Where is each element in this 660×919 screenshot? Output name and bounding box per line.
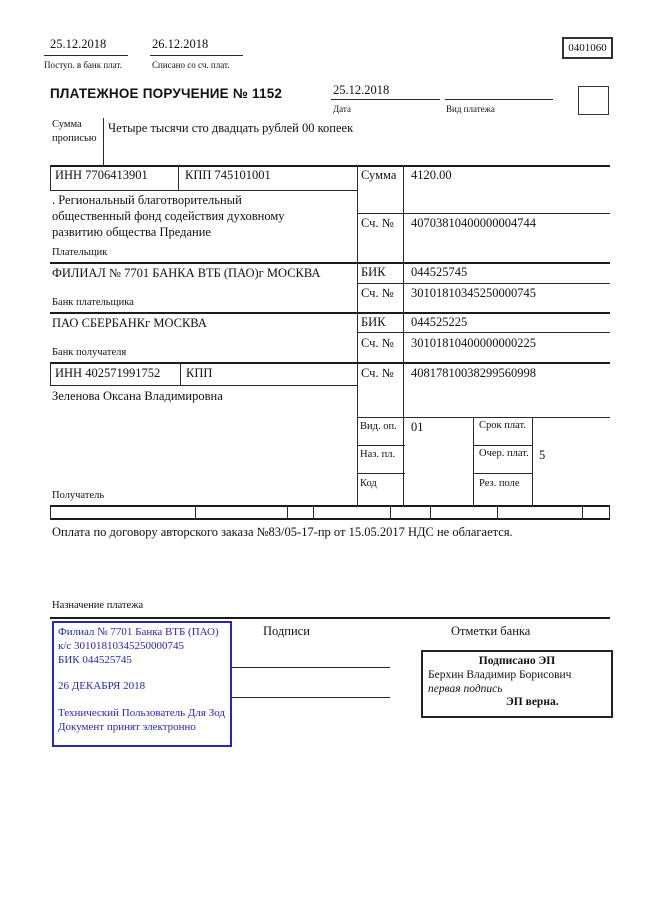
- signature-line: [230, 667, 390, 668]
- payee-account-label: Сч. №: [361, 366, 394, 380]
- code-label: Код: [360, 478, 377, 489]
- payer-label: Плательщик: [52, 247, 108, 258]
- table-line: [473, 417, 474, 505]
- table-line: [357, 165, 358, 505]
- payer-bank-label: Банк плательщика: [52, 297, 134, 308]
- payer-kpp: КПП 745101001: [185, 168, 271, 182]
- debited-date: 26.12.2018: [152, 37, 209, 51]
- table-line: [50, 190, 357, 191]
- document-date: 25.12.2018: [333, 83, 390, 97]
- payee-bank-account-value: 30101810400000000225: [411, 336, 536, 350]
- amount-label: Сумма: [361, 168, 397, 182]
- document-title: ПЛАТЕЖНОЕ ПОРУЧЕНИЕ № 1152: [50, 86, 283, 101]
- esign-box: [421, 650, 613, 718]
- table-line: [50, 262, 610, 264]
- term-label: Срок плат.: [479, 420, 526, 431]
- stamp-accepted: Документ принят электронно: [58, 720, 196, 733]
- purpose-underline: [50, 617, 610, 619]
- stamp-spacer: [58, 667, 226, 680]
- reserve-label: Рез. поле: [479, 478, 520, 489]
- op-type-value: 01: [411, 420, 424, 434]
- payee-label: Получатель: [52, 490, 105, 501]
- table-line: [357, 332, 610, 333]
- table-line: [473, 445, 533, 446]
- strip-line: [497, 507, 498, 518]
- stamp-corr-account: к/с 30101810345250000745: [58, 639, 185, 652]
- payee-account-value: 40817810038299560998: [411, 366, 536, 380]
- payee-kpp: КПП: [186, 366, 213, 380]
- stamp-spacer: [58, 694, 226, 707]
- amount-words-value: Четыре тысячи сто двадцать рублей 00 копеек: [108, 121, 354, 135]
- payee-bank-bik-value: 044525225: [411, 315, 468, 329]
- purpose-label: Назначение платежа: [52, 600, 144, 611]
- form-code: 0401060: [568, 42, 607, 54]
- esign-name: Берхин Владимир Борисович: [428, 668, 572, 681]
- payer-account-label: Сч. №: [361, 216, 394, 230]
- amount-words-divider: [103, 118, 104, 165]
- purpose-code-label: Наз. пл.: [360, 449, 396, 460]
- payer-bank-bik-label: БИК: [361, 265, 386, 279]
- payer-name-line: общественный фонд содействия духовному: [52, 209, 285, 223]
- signatures-heading: Подписи: [263, 624, 310, 638]
- esign-title: Подписано ЭП: [478, 655, 556, 667]
- table-line: [50, 312, 610, 314]
- strip-line: [313, 507, 314, 518]
- received-date-label: Поступ. в банк плат.: [44, 60, 122, 70]
- order-value: 5: [539, 448, 546, 462]
- payer-bank-account-label: Сч. №: [361, 286, 394, 300]
- payer-account-value: 40703810400000004744: [411, 216, 536, 230]
- received-date-underline: [44, 55, 128, 56]
- payee-name: Зеленова Оксана Владимировна: [52, 389, 223, 403]
- payer-name-line: . Региональный благотворительный: [52, 193, 242, 207]
- amount-words-label-1: Сумма: [52, 119, 82, 130]
- payer-name-line: развитию общества Предание: [52, 225, 211, 239]
- table-line: [50, 362, 610, 364]
- stamp-bank-name: Филиал № 7701 Банка ВТБ (ПАО): [58, 626, 219, 638]
- payee-bank-account-label: Сч. №: [361, 336, 394, 350]
- payer-bank-name: ФИЛИАЛ № 7701 БАНКА ВТБ (ПАО)г МОСКВА: [52, 266, 321, 280]
- payment-type-label: Вид платежа: [446, 104, 495, 114]
- amount-value: 4120.00: [411, 168, 452, 182]
- date-label: Дата: [333, 104, 351, 114]
- table-line: [357, 283, 610, 284]
- table-line: [473, 473, 533, 474]
- stamp-date: 26 ДЕКАБРЯ 2018: [58, 680, 146, 693]
- table-line: [50, 518, 610, 520]
- esign-verified: ЭП верна.: [506, 696, 559, 709]
- table-line: [50, 165, 51, 190]
- order-label: Очер. плат.: [479, 448, 529, 459]
- table-line: [180, 362, 181, 385]
- payee-bank-name: ПАО СБЕРБАНКг МОСКВА: [52, 316, 207, 330]
- date-underline: [331, 99, 440, 100]
- strip-line: [582, 507, 583, 518]
- table-line: [357, 213, 610, 214]
- table-line: [50, 505, 610, 507]
- strip-line: [50, 507, 51, 518]
- table-line: [357, 445, 405, 446]
- received-date: 25.12.2018: [50, 37, 107, 51]
- table-line: [178, 165, 179, 190]
- payee-bank-label: Банк получателя: [52, 347, 127, 358]
- debited-date-label: Списано со сч. плат.: [152, 60, 230, 70]
- table-line: [50, 165, 610, 167]
- payer-inn: ИНН 7706413901: [55, 168, 148, 182]
- table-line: [50, 385, 357, 386]
- payer-bank-bik-value: 044525745: [411, 265, 468, 279]
- strip-line: [609, 507, 610, 518]
- stamp-bik: БИК 044525745: [58, 653, 132, 666]
- strip-line: [195, 507, 196, 518]
- payer-bank-account-value: 30101810345250000745: [411, 286, 536, 300]
- payment-type-box: [578, 86, 609, 115]
- table-line: [357, 417, 610, 418]
- stamp-user: Технический Пользователь Для Зод: [58, 707, 226, 719]
- debited-date-underline: [150, 55, 243, 56]
- payee-inn: ИНН 402571991752: [55, 366, 161, 380]
- purpose-text: Оплата по договору авторского заказа №83/05-17-пр от 15.05.2017 НДС не облагается.: [52, 525, 513, 539]
- strip-line: [390, 507, 391, 518]
- table-line: [403, 165, 404, 505]
- amount-words-label-2: прописью: [52, 133, 97, 144]
- payment-type-underline: [445, 99, 553, 100]
- bank-stamp: [52, 621, 232, 747]
- strip-line: [430, 507, 431, 518]
- table-line: [532, 417, 533, 505]
- strip-line: [287, 507, 288, 518]
- table-line: [357, 473, 405, 474]
- op-type-label: Вид. оп.: [360, 421, 397, 432]
- table-line: [50, 362, 51, 385]
- payee-bank-bik-label: БИК: [361, 315, 386, 329]
- esign-subtitle: первая подпись: [428, 682, 503, 695]
- signature-line: [230, 697, 390, 698]
- form-code-box: [562, 37, 613, 59]
- bank-marks-heading: Отметки банка: [451, 624, 531, 638]
